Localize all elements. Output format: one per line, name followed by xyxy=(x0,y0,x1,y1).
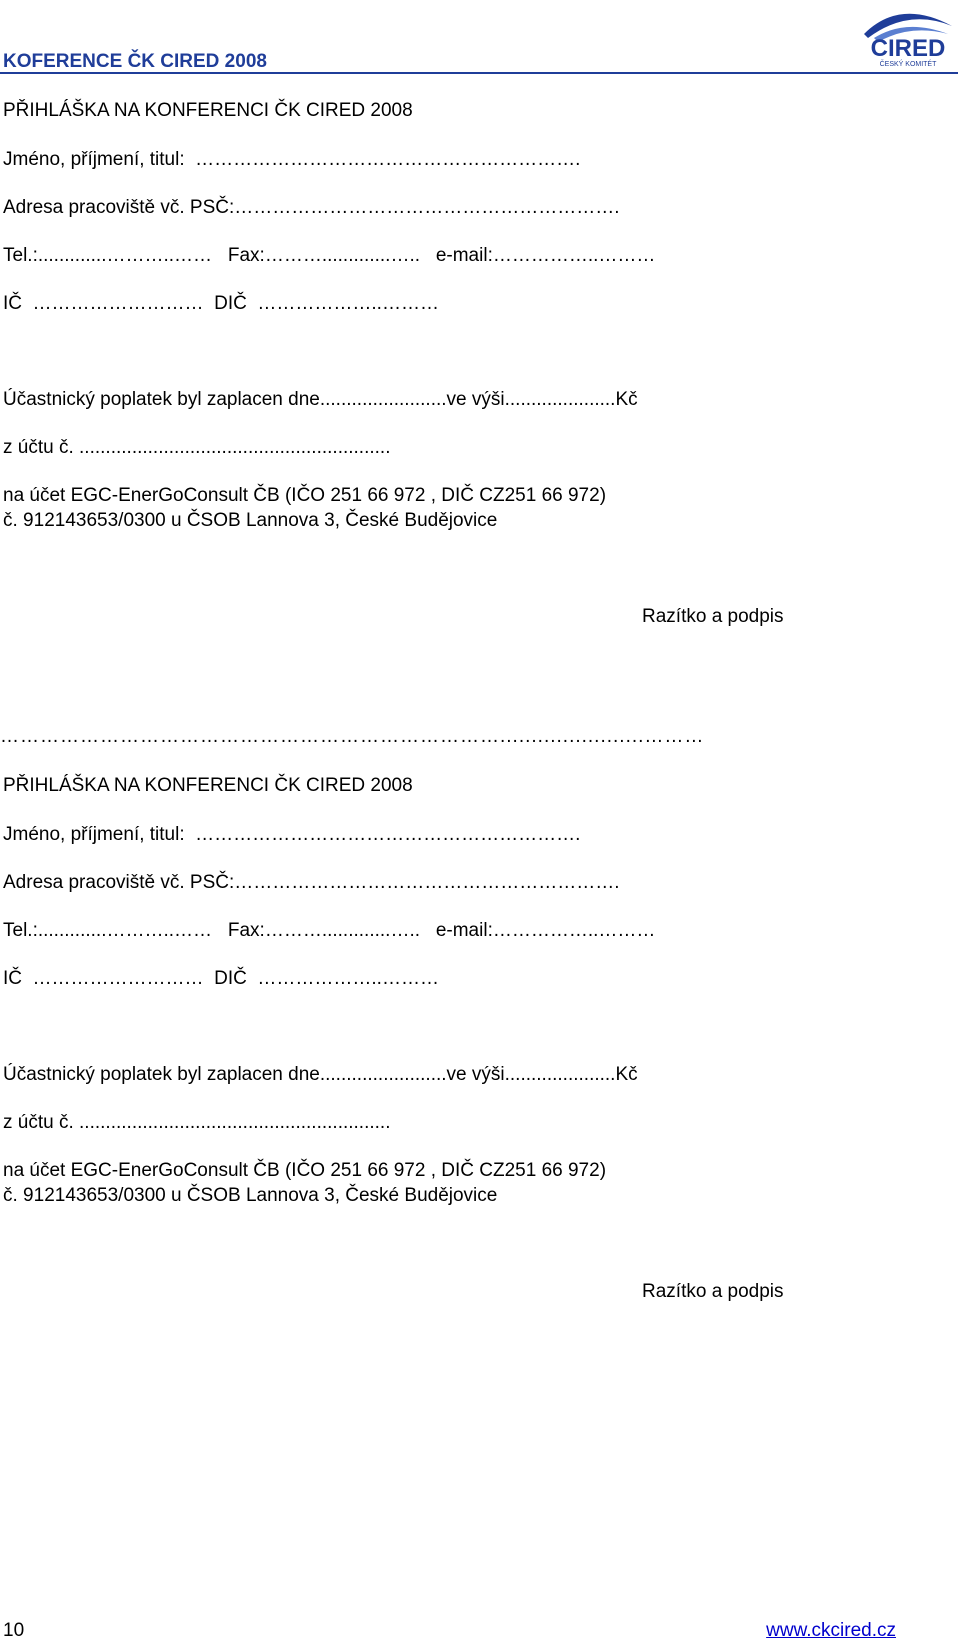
fee-field[interactable]: Účastnický poplatek byl zaplacen dne........................ve výši.....................Kč xyxy=(3,1064,638,1085)
logo-text: CIRED xyxy=(870,35,946,62)
header-rule xyxy=(0,72,958,74)
page-number: 10 xyxy=(3,1620,25,1641)
stamp-signature-label: Razítko a podpis xyxy=(642,1281,784,1302)
website-link[interactable]: www.ckcired.cz xyxy=(766,1620,896,1641)
payee-info: na účet EGC-EnerGoConsult ČB (IČO 251 66 972 , DIČ CZ251 66 972) xyxy=(3,1160,607,1181)
fee-field[interactable]: Účastnický poplatek byl zaplacen dne........................ve výši.....................Kč xyxy=(3,389,638,410)
form-heading: PŘIHLÁŠKA NA KONFERENCI ČK CIRED 2008 xyxy=(3,775,413,796)
logo-subtext: ČESKÝ KOMITÉT xyxy=(879,61,937,68)
contact-fields[interactable]: Tel.:.............………..…… Fax:……….............….. e-mail:……………..……… xyxy=(3,920,656,941)
name-field[interactable]: Jméno, příjmení, titul: ……………………………………………………. xyxy=(3,824,581,845)
stamp-signature-label: Razítko a podpis xyxy=(642,606,784,627)
payee-info: na účet EGC-EnerGoConsult ČB (IČO 251 66 972 , DIČ CZ251 66 972) xyxy=(3,485,607,506)
document-header-title: KOFERENCE ČK CIRED 2008 xyxy=(3,51,267,72)
form-heading: PŘIHLÁŠKA NA KONFERENCI ČK CIRED 2008 xyxy=(3,100,413,121)
address-field[interactable]: Adresa pracoviště vč. PSČ:……………………………………………………. xyxy=(3,197,620,218)
account-field[interactable]: z účtu č. ........................................................... xyxy=(3,1112,391,1133)
contact-fields[interactable]: Tel.:.............………..…… Fax:……….............….. e-mail:……………..……… xyxy=(3,245,656,266)
account-field[interactable]: z účtu č. ........................................................... xyxy=(3,437,391,458)
bank-info: č. 912143653/0300 u ČSOB Lannova 3, České Budějovice xyxy=(3,510,498,531)
bank-info: č. 912143653/0300 u ČSOB Lannova 3, České Budějovice xyxy=(3,1185,498,1206)
cired-logo xyxy=(860,4,956,68)
company-id-fields[interactable]: IČ ……………………… DIČ ………………..……… xyxy=(3,293,439,314)
cut-line: ………………………………………………………………….......................……… xyxy=(0,726,705,747)
name-field[interactable]: Jméno, příjmení, titul: ……………………………………………………. xyxy=(3,149,581,170)
company-id-fields[interactable]: IČ ……………………… DIČ ………………..……… xyxy=(3,968,439,989)
address-field[interactable]: Adresa pracoviště vč. PSČ:……………………………………………………. xyxy=(3,872,620,893)
